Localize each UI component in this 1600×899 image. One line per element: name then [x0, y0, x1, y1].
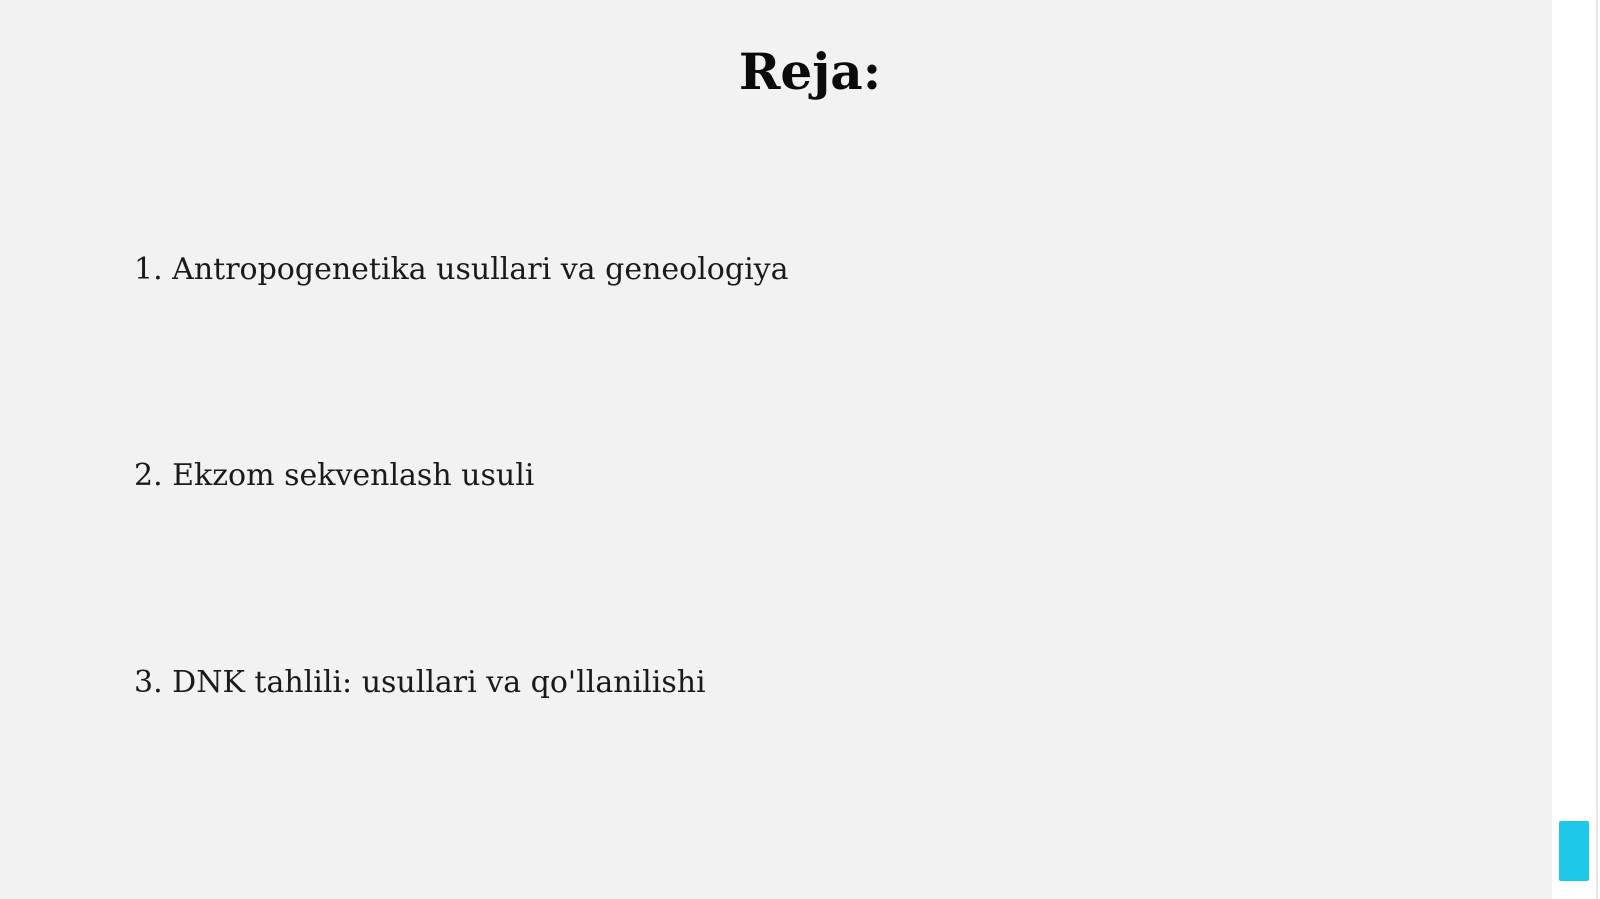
plan-item-3: 3. DNK tahlili: usullari va qo'llanilishi [134, 665, 706, 700]
scrollbar-track[interactable] [1552, 0, 1600, 899]
slide-title: Reja: [738, 42, 882, 101]
scrollbar-thumb[interactable] [1559, 821, 1589, 881]
plan-item-1: 1. Antropogenetika usullari va geneologiya [134, 252, 789, 287]
scrollbar-border [1596, 0, 1598, 899]
plan-item-2: 2. Ekzom sekvenlash usuli [134, 458, 535, 493]
